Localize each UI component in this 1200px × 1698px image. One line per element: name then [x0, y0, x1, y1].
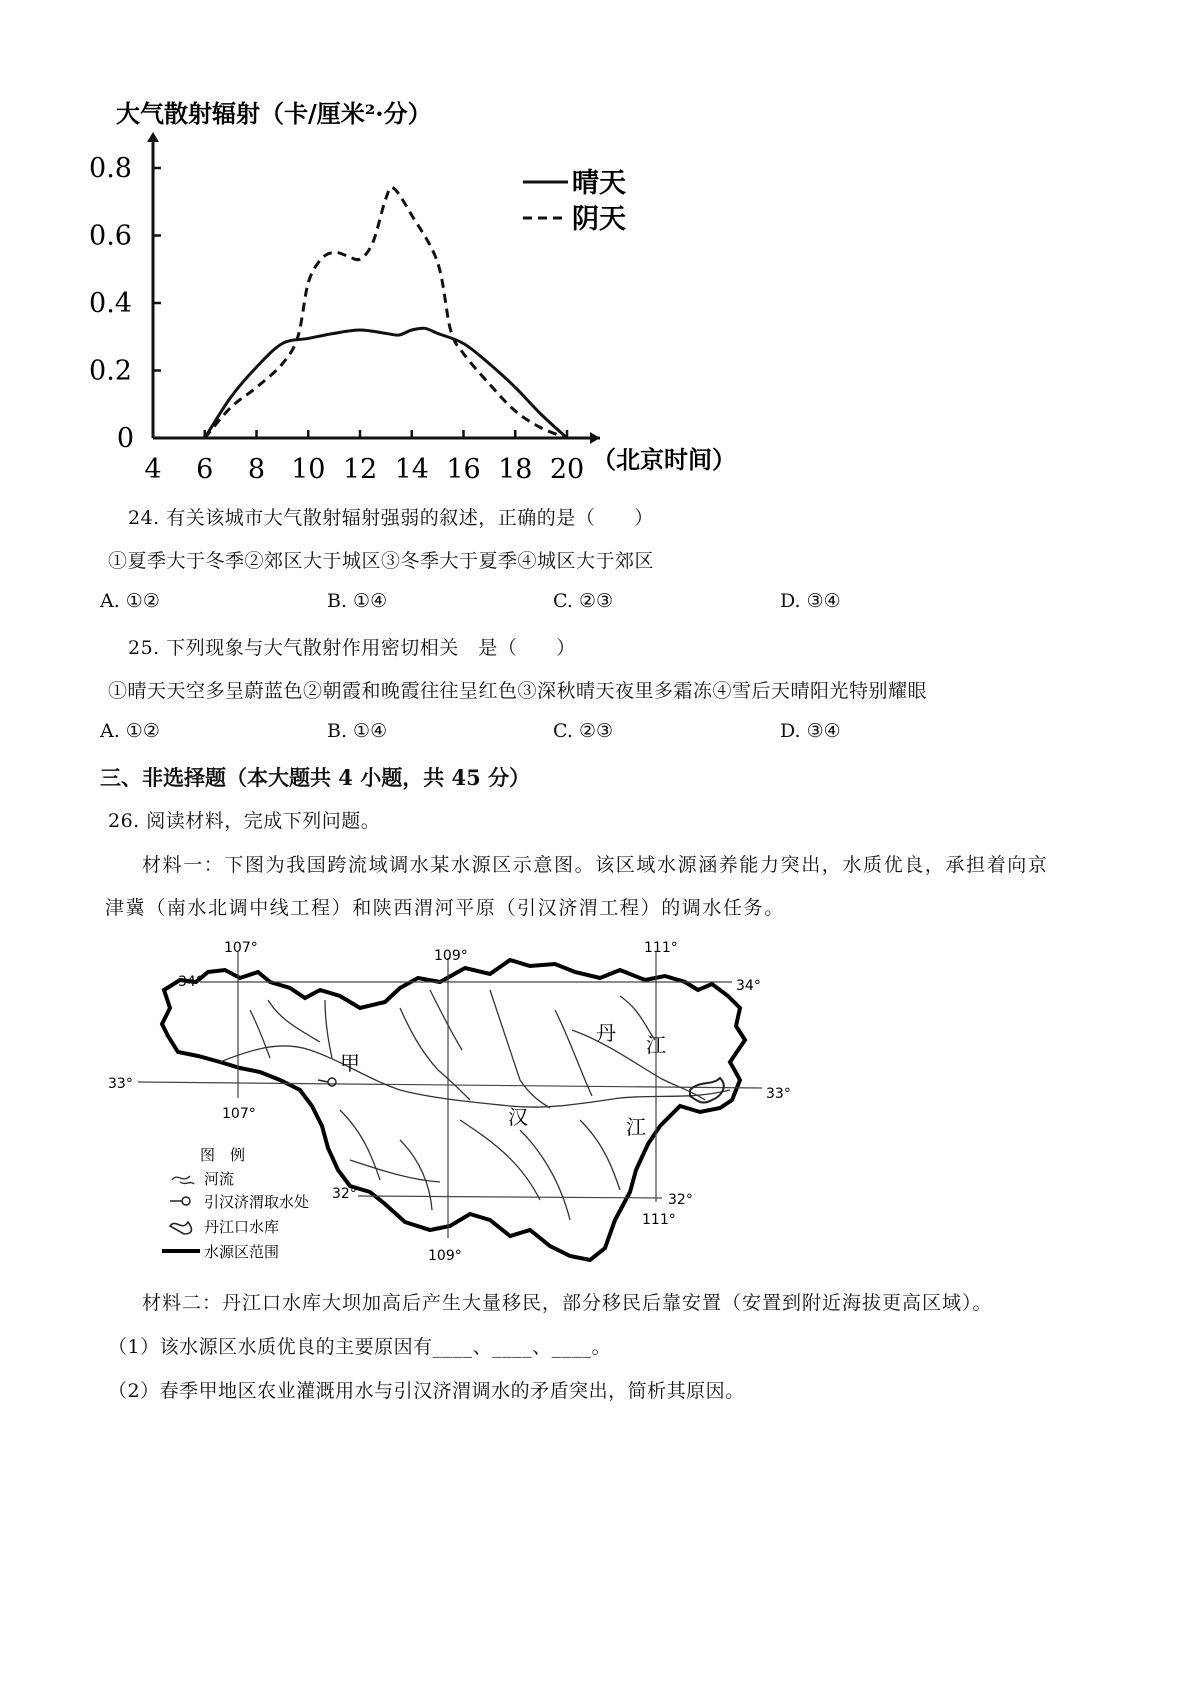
map-legend-title: 图 例: [200, 1146, 246, 1164]
legend-label-overcast: 阴天: [572, 204, 626, 235]
q24-option-a[interactable]: A. ①②: [100, 590, 160, 612]
parallel-33: [138, 1082, 762, 1088]
river-network: [220, 990, 730, 1220]
place-label-han: 汉: [508, 1105, 528, 1129]
q25-option-d[interactable]: D. ③④: [780, 720, 841, 742]
chart-legend: [523, 168, 626, 235]
chart-title: 大气散射辐射（卡/厘米²·分）: [116, 99, 432, 128]
lat-label-32-right: 32°: [668, 1192, 693, 1208]
y-tick-label: 0.8: [89, 153, 132, 184]
map-legend-reservoir: 丹江口水库: [204, 1218, 280, 1236]
place-label-jiang-2: 江: [626, 1115, 646, 1139]
map-svg: [100, 930, 820, 1270]
x-tick-label: 8: [247, 454, 266, 485]
q24-statements: ①夏季大于冬季②郊区大于城区③冬季大于夏季④城区大于郊区: [108, 550, 655, 572]
x-tick-label: 12: [342, 454, 378, 485]
section-heading: 三、非选择题（本大题共 4 小题，共 45 分）: [100, 765, 531, 790]
series-line-overcast: [205, 187, 567, 438]
q24-option-b[interactable]: B. ①④: [327, 590, 388, 612]
lat-label-34-left: 34°: [178, 974, 203, 990]
map-legend: [162, 1146, 309, 1261]
q25-statements: ①晴天天空多呈蔚蓝色②朝霞和晚霞往往呈红色③深秋晴天夜里多霜冻④雪后天晴阳光特别耀眼: [108, 680, 928, 702]
q24-option-c[interactable]: C. ②③: [553, 590, 614, 612]
water-intake-marker: [318, 1078, 336, 1086]
q25-option-a[interactable]: A. ①②: [100, 720, 160, 742]
q26-stem: 26. 阅读材料，完成下列问题。: [108, 810, 381, 832]
x-tick-label: 16: [446, 454, 481, 485]
lon-label-111-bottom: 111°: [642, 1212, 676, 1228]
place-label-jia: 甲: [340, 1051, 360, 1075]
x-tick-label: 6: [196, 454, 214, 485]
y-axis-arrow: [147, 132, 159, 142]
lon-label-107-top: 107°: [224, 940, 258, 956]
q25-stem: 25. 下列现象与大气散射作用密切相关 是（ ）: [128, 637, 576, 659]
place-label-jiang-1: 江: [646, 1033, 666, 1057]
series-line-sunny: [205, 328, 567, 438]
q24-stem: 24. 有关该城市大气散射辐射强弱的叙述，正确的是（ ）: [128, 507, 654, 529]
lon-label-111-top: 111°: [644, 940, 678, 956]
map-legend-intake: 引汉济渭取水处: [204, 1193, 310, 1211]
q25-option-b[interactable]: B. ①④: [327, 720, 388, 742]
parallel-32: [358, 1196, 662, 1198]
y-tick-label: 0.6: [89, 220, 132, 252]
river-legend-icon: [172, 1176, 194, 1184]
y-tick-label: 0: [116, 423, 134, 454]
x-axis-arrow: [590, 432, 600, 444]
y-tick-label: 0.4: [89, 288, 132, 319]
lon-label-107-bottom: 107°: [222, 1106, 256, 1122]
map-legend-boundary: 水源区范围: [204, 1243, 280, 1261]
place-label-dan: 丹: [596, 1021, 616, 1045]
lat-label-32-left: 32°: [332, 1186, 357, 1202]
q26-sub1: （1）该水源区水质优良的主要原因有____、____、____。: [108, 1336, 612, 1358]
x-tick-label: 18: [498, 454, 533, 485]
chart-svg: [0, 0, 760, 500]
lat-label-33-left: 33°: [108, 1076, 133, 1092]
danjiangkou-reservoir: [690, 1078, 724, 1103]
x-tick-label: 20: [549, 454, 585, 485]
x-axis-label: （北京时间）: [592, 445, 736, 474]
water-source-map: [100, 930, 820, 1270]
q24-option-d[interactable]: D. ③④: [780, 590, 841, 612]
legend-label-sunny: 晴天: [572, 168, 626, 199]
material-two: 材料二：丹江口水库大坝加高后产生大量移民，部分移民后靠安置（安置到附近海拔更高区域）。: [142, 1292, 993, 1314]
x-tick-label: 14: [394, 454, 429, 485]
intake-legend-icon: [170, 1197, 190, 1205]
scattered-radiation-chart: [0, 0, 760, 500]
y-tick-label: 0.2: [89, 355, 132, 387]
material-one-line1: 材料一：下图为我国跨流域调水某水源区示意图。该区域水源涵养能力突出，水质优良，承担着向京: [142, 854, 1049, 876]
lon-label-109-bottom: 109°: [428, 1248, 462, 1264]
lon-label-109-top: 109°: [434, 948, 468, 964]
lat-label-34-right: 34°: [736, 978, 761, 994]
lat-label-33-right: 33°: [766, 1086, 791, 1102]
x-tick-label: 4: [144, 454, 162, 485]
q26-sub2: （2）春季甲地区农业灌溉用水与引汉济渭调水的矛盾突出，简析其原因。: [108, 1380, 745, 1402]
reservoir-legend-icon: [170, 1222, 191, 1234]
chart-axes: [147, 132, 600, 444]
x-tick-label: 10: [291, 454, 326, 485]
q25-option-c[interactable]: C. ②③: [553, 720, 614, 742]
map-legend-river: 河流: [204, 1170, 235, 1188]
material-one-line2: 津冀（南水北调中线工程）和陕西渭河平原（引汉济渭工程）的调水任务。: [105, 897, 785, 919]
